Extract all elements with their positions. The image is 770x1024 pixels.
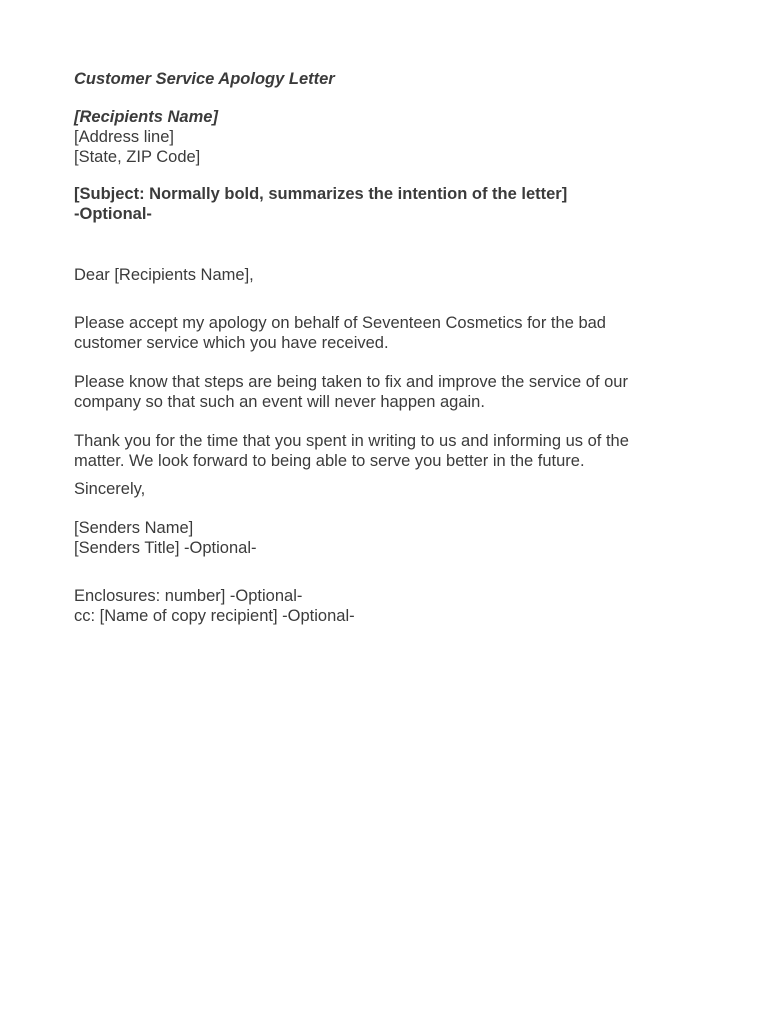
state-zip: [State, ZIP Code] [74,148,201,166]
paragraph-3-line-2: matter. We look forward to being able to serve you better in the future. [74,452,585,470]
sender-name: [Senders Name] [74,519,194,537]
subject-optional: -Optional- [74,205,152,223]
paragraph-1-line-2: customer service which you have received. [74,334,389,352]
paragraph-3-line-1: Thank you for the time that you spent in writing to us and informing us of the [74,432,629,450]
letter-title: Customer Service Apology Letter [74,70,335,88]
paragraph-2-line-1: Please know that steps are being taken to fix and improve the service of our [74,373,628,391]
paragraph-2-line-2: company so that such an event will never happen again. [74,393,485,411]
cc-line: cc: [Name of copy recipient] -Optional- [74,607,355,625]
greeting: Dear [Recipients Name], [74,266,254,284]
subject-line: [Subject: Normally bold, summarizes the intention of the letter] [74,185,568,203]
sender-title: [Senders Title] -Optional- [74,539,257,557]
enclosures: Enclosures: number] -Optional- [74,587,303,605]
paragraph-1-line-1: Please accept my apology on behalf of Seventeen Cosmetics for the bad [74,314,606,332]
closing: Sincerely, [74,480,146,498]
address-line: [Address line] [74,128,174,146]
recipient-name: [Recipients Name] [74,108,218,126]
